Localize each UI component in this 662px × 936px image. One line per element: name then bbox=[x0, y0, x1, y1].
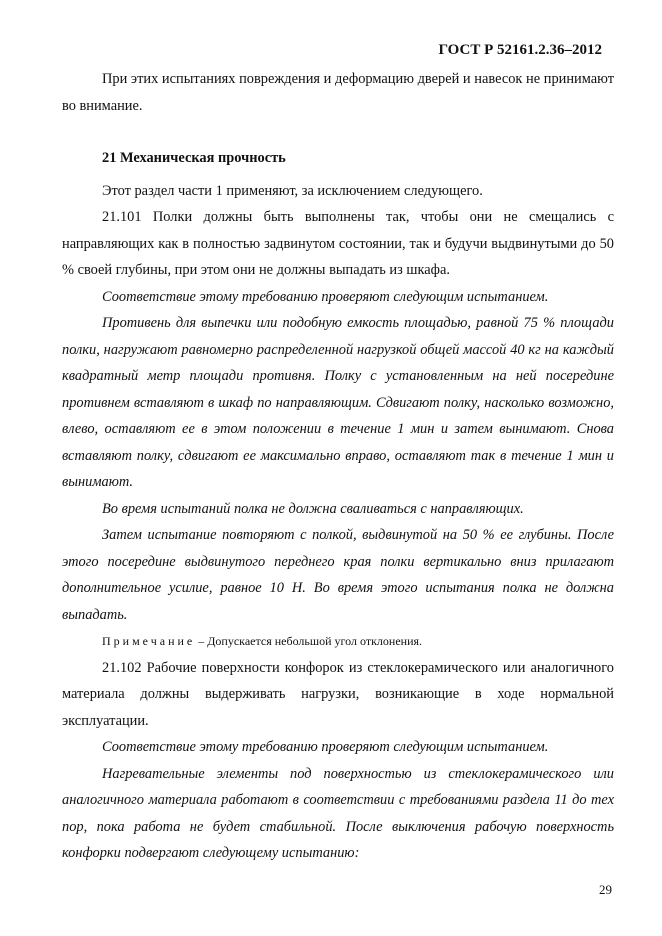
paragraph-shelf-requirement: Во время испытаний полка не должна сваливаться с направляющих. bbox=[102, 500, 524, 517]
paragraph-doors: При этих испытаниях повреждения и деформацию дверей и навесок не принимают во внимание. bbox=[62, 71, 614, 114]
document-header: ГОСТ Р 52161.2.36–2012 bbox=[438, 42, 602, 58]
paragraph-repeat-test: Затем испытание повторяют с полкой, выдвинутой на 50 % ее глубины. После этого посередине выдвинутого переднего края полки вертикально вниз прилагают дополнительное усилие, равное 10 Н. Во время этого испытания полка не должна выпадать. bbox=[62, 527, 614, 623]
paragraph-compliance-2: Соответствие этому требованию проверяют следующим испытанием. bbox=[102, 739, 549, 755]
paragraph-heating-elements: Нагревательные элементы под поверхностью из стеклокерамического или аналогичного материала работают в соответствии с требованиями раздела 11 до тех пор, пока работа не будет стабильной. После выключения рабочую поверхность конфорки подвергают следующему испытанию: bbox=[62, 765, 614, 861]
paragraph-21-102: 21.102 Рабочие поверхности конфорок из стеклокерамического или аналогичного материала должны выдерживать нагрузки, возникающие в ходе нормальной эксплуатации. bbox=[62, 659, 614, 729]
paragraph-21-101: 21.101 Полки должны быть выполнены так, чтобы они не смещались с направляющих как в полностью задвинутом состоянии, так и будучи выдвинутыми до 50 % своей глубины, при этом они не должны выпадать из шкафа. bbox=[62, 209, 614, 278]
page-number: 29 bbox=[599, 882, 612, 897]
paragraph-test-procedure: Противень для выпечки или подобную емкость площадью, равной 75 % площади полки, нагружают равномерно распределенной нагрузкой общей массой 40 кг на каждый квадратный метр площади противня. Полку с установленным на ней посередине противнем вставляют в шкаф по направляющим. Сдвигают полку, насколько возможно, влево, оставляют ее в этом положении в течение 1 мин и затем вынимают. Снова вставляют полку, сдвигают ее максимально вправо, оставляют так в течение 1 мин и вынимают. bbox=[62, 315, 614, 490]
note-text: – Допускается небольшой угол отклонения. bbox=[195, 634, 423, 648]
note-label: Примечание bbox=[102, 634, 196, 648]
section-heading: 21 Механическая прочность bbox=[102, 150, 286, 166]
document-body bbox=[62, 66, 614, 867]
note bbox=[62, 628, 614, 655]
paragraph-scope: Этот раздел части 1 применяют, за исключением следующего. bbox=[102, 182, 483, 199]
paragraph-compliance-1: Соответствие этому требованию проверяют следующим испытанием. bbox=[102, 288, 549, 305]
